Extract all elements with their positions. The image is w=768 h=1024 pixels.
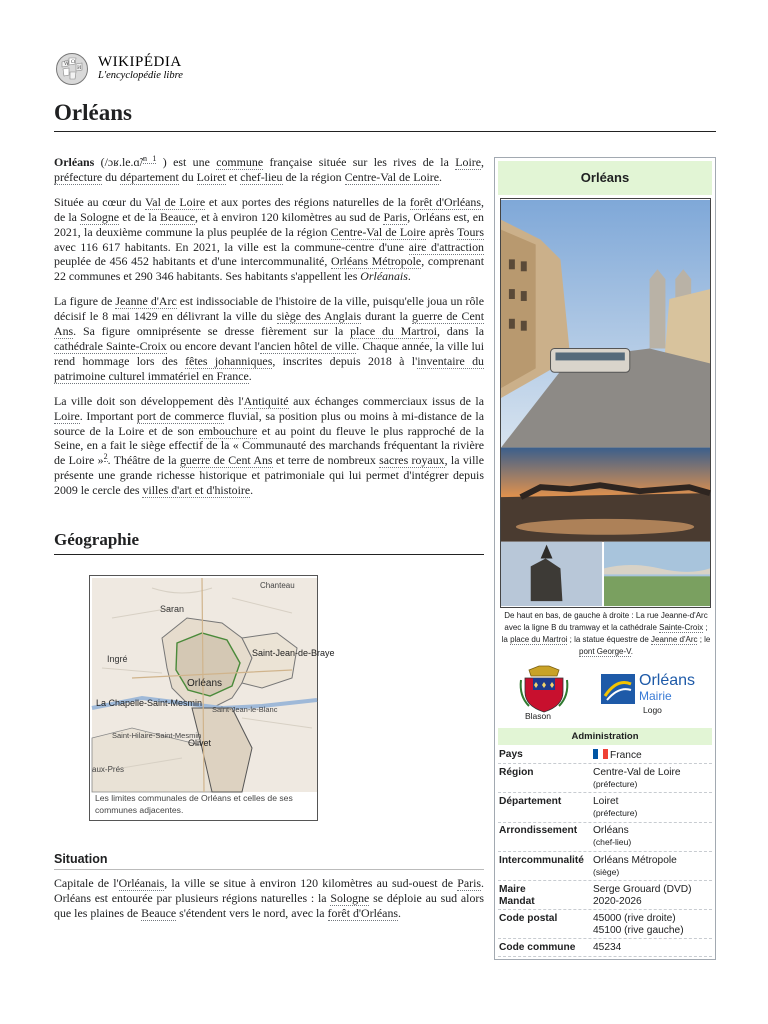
text: du [102, 169, 121, 184]
link-loire[interactable]: Loire [54, 408, 80, 423]
link-ancien-hotel-ville[interactable]: ancien hôtel de ville [259, 338, 357, 353]
text: , [481, 155, 484, 169]
text: et terre de nombreux [272, 453, 380, 468]
link-aire-attraction[interactable]: aire d'attraction [408, 239, 485, 254]
map-label: Saint-Jean-de-Braye [252, 648, 335, 658]
value-text: 45100 (rive gauche) [593, 925, 684, 936]
demonym: Orléanais [360, 269, 408, 284]
row-label: Pays [499, 749, 523, 760]
wikipedia-wordmark[interactable]: WIKIPÉDIA [98, 54, 182, 70]
text: . Chaque année, la ville lui rend hommage lors des [54, 338, 485, 368]
link-villes-art-histoire[interactable]: villes d'art et d'histoire [142, 483, 251, 498]
subject-bold: Orléans [54, 155, 95, 169]
text: est indissociable de l'histoire de la ville, puisqu'elle joua un rôle décisif le 8 mai 1429 en délivrant la ville du [54, 294, 484, 324]
text: ; la statue équestre de [567, 635, 652, 644]
text: française située sur les rives de la [263, 155, 456, 169]
commune-map-image[interactable] [92, 578, 335, 792]
value-link[interactable]: Orléans Métropole [593, 855, 677, 866]
text: . [398, 905, 402, 920]
text: et [225, 169, 241, 184]
link-orleanais[interactable]: Orléanais [118, 876, 165, 890]
text: se déploie au sud alors que les plaines de [54, 890, 484, 920]
link-sainte-croix[interactable]: Sainte-Croix [659, 623, 704, 632]
row-value [593, 796, 715, 819]
link-loiret[interactable]: Loiret [196, 169, 226, 184]
link-foret-orleans[interactable]: forêt d'Orléans [327, 905, 399, 920]
value-link[interactable]: 2020-2026 [593, 896, 642, 907]
row-divider [498, 938, 712, 939]
text: . [439, 169, 442, 184]
text: . Important [79, 408, 137, 423]
row-value [593, 767, 715, 790]
france-flag-icon [593, 749, 608, 759]
row-divider [498, 880, 712, 881]
link-tours[interactable]: Tours [457, 224, 484, 239]
row-divider [498, 909, 712, 910]
map-label: Saran [160, 604, 185, 614]
text: , dans la [437, 324, 484, 339]
map-label: Chanteau [260, 581, 295, 590]
link-pont-george-v[interactable]: pont George-V [579, 647, 631, 656]
map-label: Orléans [187, 678, 223, 689]
text: ou encore devant l' [166, 338, 260, 353]
intro-paragraph-4 [54, 394, 484, 498]
situation-paragraph [54, 876, 484, 921]
link-place-martroi[interactable]: place du Martroi [510, 635, 568, 644]
svg-text:W: W [64, 61, 70, 67]
text: . Orléans est entourée par plusieurs régions naturelles : la [54, 876, 485, 905]
row-divider [498, 792, 712, 793]
link-inventaire-patrimoine[interactable]: inventaire du patrimoine culturel immatériel en France [54, 353, 484, 383]
infobox [494, 157, 716, 960]
site-tagline: L'encyclopédie libre [98, 70, 183, 81]
note-link[interactable]: n 1 [143, 154, 157, 164]
text: Située au cœur du [54, 194, 146, 209]
text: , la ville présente une grande richesse historique et patrimoniale qui lui permet d'intégrer depuis 2009 le cercle des [54, 453, 484, 498]
link-sacres-royaux[interactable]: sacres royaux [379, 453, 445, 468]
text: de la région [282, 169, 345, 184]
blason-label[interactable] [525, 711, 551, 721]
text: après [425, 224, 458, 239]
pronunciation: (/ɔʁ.le.ɑ̃/ [94, 155, 144, 169]
text: et de la [119, 209, 161, 224]
subsection-divider [54, 869, 484, 870]
text: De haut en bas, de gauche à droite : La rue Jeanne-d'Arc avec la ligne B du tramway et la cathédrale [504, 611, 708, 632]
row-label: Intercommunalité [499, 855, 584, 866]
text: , de la [54, 194, 484, 224]
row-label: Mandat [499, 896, 535, 907]
text: . [248, 368, 252, 383]
text: aux échanges commerciaux issus de la [288, 393, 484, 408]
logo-link[interactable]: Logo [643, 705, 662, 715]
text: , et à environ 120 kilomètres au sud de [195, 209, 384, 224]
row-divider [498, 822, 712, 823]
row-value [593, 896, 715, 908]
link-chef-lieu[interactable]: chef-lieu [240, 169, 283, 184]
text: , Orléans est, en 2021, la deuxième commune la plus peuplée de la région [54, 209, 485, 239]
map-label: Ingré [107, 654, 128, 664]
link-beauce[interactable]: Beauce [160, 209, 196, 224]
row-divider [498, 956, 712, 957]
infobox-photo-caption [501, 610, 711, 658]
row-subvalue: (chef-lieu) [593, 837, 632, 847]
text: avec 116 617 habitants. En 2021, la ville est la commune-centre d'une [54, 239, 409, 254]
link-guerre-cent-ans[interactable]: guerre de Cent Ans [54, 309, 484, 339]
row-subvalue: (préfecture) [593, 779, 638, 789]
row-label: Maire [499, 884, 526, 895]
svg-text:Ω: Ω [71, 59, 76, 65]
row-label: Code commune [499, 942, 576, 953]
title-divider [54, 131, 716, 132]
row-value [593, 913, 715, 937]
text: La ville doit son développement dès l' [54, 393, 244, 408]
text: . [630, 647, 633, 656]
row-value [593, 855, 715, 878]
link-prefecture[interactable]: préfecture [54, 169, 103, 184]
article-intro [54, 155, 484, 508]
link-jeanne-arc[interactable]: Jeanne d'Arc [115, 294, 177, 309]
link-siege-anglais[interactable]: siège des Anglais [276, 309, 362, 324]
intro-paragraph-2 [54, 195, 484, 284]
row-value [593, 749, 715, 762]
text: et au point du fleuve le plus rapproché de la Seine, en a fait le siège effectif de la « Communauté des marchands fréquentant la rivière de Loire » [54, 423, 484, 468]
infobox-title: Orléans [498, 161, 712, 195]
logo-label[interactable] [643, 705, 662, 715]
text: , la ville se situe à environ 120 kilomètres au sud-ouest de [164, 876, 458, 890]
row-divider [498, 851, 712, 852]
text: , inscrites depuis 2018 à l' [272, 353, 418, 368]
text: du [178, 169, 197, 184]
page-title: Orléans [54, 100, 132, 125]
link-antiquite[interactable]: Antiquité [243, 393, 289, 408]
link-foret-orleans[interactable]: forêt d'Orléans [409, 194, 482, 209]
text: . Théâtre de la [107, 453, 180, 468]
text: Capitale de l' [54, 876, 119, 890]
intro-paragraph-3 [54, 294, 484, 383]
section-divider [54, 554, 484, 555]
link-sologne[interactable]: Sologne [330, 890, 370, 905]
link-paris[interactable]: Paris [383, 209, 408, 224]
row-value [593, 884, 715, 896]
link-jeanne-arc[interactable]: Jeanne d'Arc [651, 635, 698, 644]
subsection-heading-situation: Situation [54, 852, 108, 866]
link-beauce[interactable]: Beauce [141, 905, 177, 920]
city-logo[interactable] [601, 672, 705, 706]
link-loire[interactable]: Loire [455, 155, 481, 169]
link-commune[interactable]: commune [216, 155, 264, 169]
logo-mark-icon [601, 674, 635, 704]
link-val-de-loire[interactable]: Val de Loire [145, 194, 206, 209]
value-text: 45000 (rive droite) [593, 913, 676, 924]
text: peuplée de 456 452 habitants et d'une intercommunalité, [54, 254, 331, 269]
wikipedia-globe-icon[interactable] [54, 52, 90, 86]
infobox-section-header: Administration [498, 728, 712, 745]
link-port-commerce[interactable]: port de commerce [136, 408, 225, 423]
map-caption: Les limites communales de Orléans et celles de ses communes adjacentes. [95, 793, 293, 815]
text: et aux portes des régions naturelles de la [205, 194, 410, 209]
link-orleans-metropole[interactable]: Orléans Métropole [331, 254, 422, 269]
value-link[interactable]: Centre-Val de Loire [593, 767, 681, 778]
section-heading-geographie: Géographie [54, 530, 139, 549]
value-link[interactable]: Orléans [593, 825, 629, 836]
note-link[interactable]: 2 [103, 452, 108, 462]
link-sologne[interactable]: Sologne [80, 209, 120, 224]
blason-link[interactable]: Blason [525, 711, 551, 721]
link-cathedrale[interactable]: cathédrale Sainte-Croix [54, 338, 167, 353]
text: durant la [361, 309, 413, 324]
row-label: Arrondissement [499, 825, 578, 836]
value-link[interactable]: France [610, 750, 642, 761]
row-subvalue: (préfecture) [593, 808, 638, 818]
map-label: La Chapelle-Saint-Mesmin [96, 698, 203, 708]
row-value: 45234 [593, 942, 622, 953]
row-subvalue: (siège) [593, 867, 620, 877]
map-label: aux-Prés [92, 765, 125, 774]
link-centre-val-de-loire[interactable]: Centre-Val de Loire [330, 224, 426, 239]
value-link[interactable]: Serge Grouard (DVD) [593, 884, 692, 895]
link-guerre-cent-ans[interactable]: guerre de Cent Ans [179, 453, 273, 468]
link-centre-val-de-loire[interactable]: Centre-Val de Loire [344, 169, 439, 184]
text: . Sa figure omniprésente se dresse fièrement sur la [73, 324, 351, 339]
link-embouchure[interactable]: embouchure [198, 423, 258, 438]
text: fluvial, sa position plus ou moins à mi-distance de la source de la Loire et de son [54, 408, 484, 438]
svg-text:И: И [77, 65, 82, 71]
text: s'étendent vers le nord, avec la [176, 905, 328, 920]
text: ; la [501, 623, 708, 644]
intro-paragraph-1 [54, 155, 484, 185]
note-ref[interactable] [143, 154, 156, 164]
link-departement[interactable]: département [120, 169, 179, 184]
row-value [593, 825, 715, 848]
row-label: Département [499, 796, 562, 807]
row-label: Code postal [499, 913, 558, 924]
map-thumbnail[interactable] [89, 575, 335, 821]
value-link[interactable]: Loiret [593, 796, 619, 807]
row-label: Région [499, 767, 534, 778]
city-montage-image[interactable] [500, 198, 711, 608]
row-divider [498, 763, 712, 764]
text: . [407, 269, 411, 284]
logo-wordmark: Orléans [639, 672, 696, 689]
text: La figure de [54, 294, 116, 309]
link-place-martroi[interactable]: place du Martroi [350, 324, 438, 339]
map-label: Olivet [188, 738, 212, 748]
site-header [54, 52, 254, 86]
text: ; le [697, 635, 711, 644]
text: , comprenant 22 communes et 290 346 habitants. Ses habitants s'appellent les [54, 254, 484, 284]
map-label: Saint-Jean-le-Blanc [212, 705, 278, 714]
link-fetes-johanniques[interactable]: fêtes johanniques [185, 353, 273, 368]
map-label: Saint-Hilaire-Saint-Mesmin [112, 731, 202, 740]
text: ) est une [156, 155, 217, 169]
coat-of-arms-icon[interactable] [519, 666, 569, 712]
link-paris[interactable]: Paris [457, 876, 482, 890]
text: . [250, 483, 254, 498]
logo-subtitle: Mairie [639, 689, 672, 703]
